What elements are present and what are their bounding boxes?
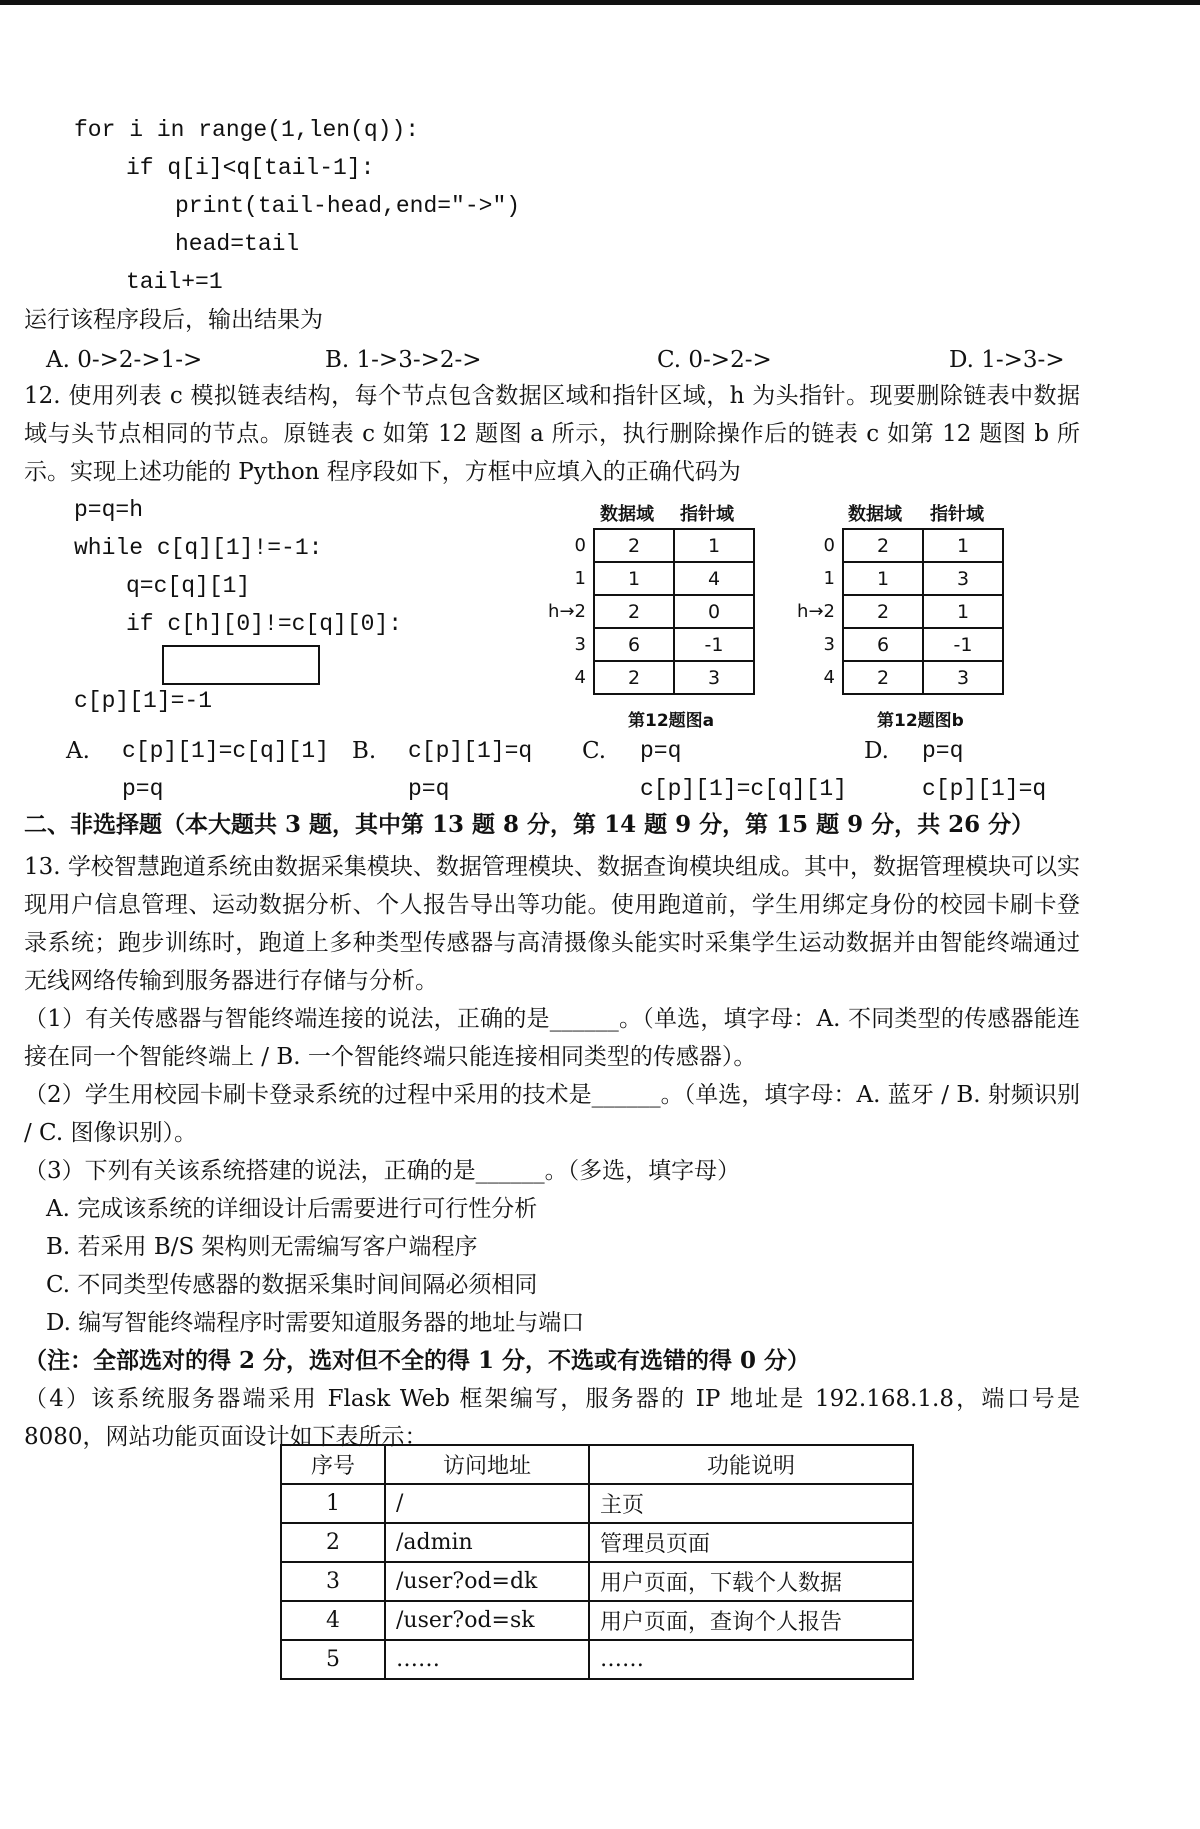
cell: 1 xyxy=(594,562,674,595)
cell: 2 xyxy=(594,661,674,694)
table-row xyxy=(281,1484,913,1523)
q12-option-c-letter: C. xyxy=(582,738,607,764)
table-cell: …… xyxy=(385,1640,589,1679)
code-line: if c[h][0]!=c[q][0]: xyxy=(126,611,403,637)
cell: 3 xyxy=(923,661,1003,694)
node-index: 0 xyxy=(823,535,835,556)
node-index: 4 xyxy=(823,667,835,688)
q13-part3-option-a: A. 完成该系统的详细设计后需要进行可行性分析 xyxy=(46,1196,538,1222)
table-cell: 用户页面，查询个人报告 xyxy=(589,1601,913,1640)
code-line: tail+=1 xyxy=(126,269,223,295)
q12-option-b-letter: B. xyxy=(352,738,377,764)
table-row xyxy=(281,1523,913,1562)
table-cell: /user?od=dk xyxy=(385,1562,589,1601)
table-header: 访问地址 xyxy=(385,1445,589,1484)
cell: 2 xyxy=(843,661,923,694)
cell: 3 xyxy=(674,661,754,694)
cell: 2 xyxy=(843,529,923,562)
q13-part3: （3）下列有关该系统搭建的说法，正确的是______。（多选，填字母） xyxy=(24,1158,741,1184)
table-cell: 4 xyxy=(281,1601,385,1640)
page-design-table xyxy=(280,1444,914,1680)
figure-caption-a: 第12题图a xyxy=(628,711,715,731)
table-cell: 主页 xyxy=(589,1484,913,1523)
table-cell: /user?od=sk xyxy=(385,1601,589,1640)
node-index: 3 xyxy=(823,634,835,655)
node-index: 1 xyxy=(823,568,835,589)
node-index: h→2 xyxy=(797,601,835,622)
node-index: 3 xyxy=(574,634,586,655)
q11-prompt: 运行该程序段后，输出结果为 xyxy=(24,307,323,333)
cell: 4 xyxy=(674,562,754,595)
scan-top-border xyxy=(0,0,1200,5)
code-line: head=tail xyxy=(175,231,300,257)
table-row xyxy=(281,1640,913,1679)
table-cell: / xyxy=(385,1484,589,1523)
table-cell: 3 xyxy=(281,1562,385,1601)
table-row xyxy=(281,1562,913,1601)
q13-part3-option-d: D. 编写智能终端程序时需要知道服务器的地址与端口 xyxy=(46,1310,585,1336)
q12-option-b-line2: p=q xyxy=(408,776,450,802)
column-header-data: 数据域 xyxy=(600,504,654,525)
cell: 3 xyxy=(923,562,1003,595)
code-line: while c[q][1]!=-1: xyxy=(74,535,323,561)
cell: 6 xyxy=(594,628,674,661)
q13-part3-option-c: C. 不同类型传感器的数据采集时间间隔必须相同 xyxy=(46,1272,538,1298)
q13-part3-option-b: B. 若采用 B/S 架构则无需编写客户端程序 xyxy=(46,1234,478,1260)
q13-part1: （1）有关传感器与智能终端连接的说法，正确的是______。（单选，填字母：A. 不同类型的传感器能连接在同一个智能终端上 / B. 一个智能终端只能连接相同类型的传感器）。 xyxy=(24,1006,1080,1070)
column-header-pointer: 指针域 xyxy=(930,504,984,525)
table-cell: 用户页面，下载个人数据 xyxy=(589,1562,913,1601)
q12-option-c-line2: c[p][1]=c[q][1] xyxy=(640,776,848,802)
cell: 6 xyxy=(843,628,923,661)
table-cell: 5 xyxy=(281,1640,385,1679)
cell: 1 xyxy=(923,529,1003,562)
q13-part2: （2）学生用校园卡刷卡登录系统的过程中采用的技术是______。（单选，填字母：A. 蓝牙 / B. 射频识别 / C. 图像识别）。 xyxy=(24,1082,1080,1146)
answer-blank-box xyxy=(162,645,320,685)
cell: 1 xyxy=(923,595,1003,628)
node-index: h→2 xyxy=(548,601,586,622)
cell: 2 xyxy=(594,595,674,628)
cell: 2 xyxy=(594,529,674,562)
q12-option-d-line2: c[p][1]=q xyxy=(922,776,1047,802)
code-line: for i in range(1,len(q)): xyxy=(74,117,420,143)
code-line: print(tail-head,end="->") xyxy=(175,193,521,219)
section-title: 二、非选择题（本大题共 3 题，其中第 13 题 8 分，第 14 题 9 分，第 15 题 9 分，共 26 分） xyxy=(24,811,1035,838)
q12-option-a-letter: A. xyxy=(66,738,90,764)
code-line: q=c[q][1] xyxy=(126,573,251,599)
cell: 0 xyxy=(674,595,754,628)
q12-option-d-letter: D. xyxy=(864,738,889,764)
table-cell: 2 xyxy=(281,1523,385,1562)
q11-option-d: D. 1->3-> xyxy=(949,347,1065,373)
table-header-row xyxy=(281,1445,913,1484)
q12-option-a-line2: p=q xyxy=(122,776,164,802)
q13-part4: （4）该系统服务器端采用 Flask Web 框架编写，服务器的 IP 地址是 192.168.1.8，端口号是 8080，网站功能页面设计如下表所示： xyxy=(24,1386,1080,1450)
table-header: 功能说明 xyxy=(589,1445,913,1484)
code-line: if q[i]<q[tail-1]: xyxy=(126,155,375,181)
table-cell: /admin xyxy=(385,1523,589,1562)
linked-list-table-b xyxy=(842,528,1004,695)
column-header-data: 数据域 xyxy=(848,504,902,525)
table-row xyxy=(281,1601,913,1640)
cell: -1 xyxy=(674,628,754,661)
scoring-note: （注：全部选对的得 2 分，选对但不全的得 1 分，不选或有选错的得 0 分） xyxy=(24,1347,811,1374)
cell: 2 xyxy=(843,595,923,628)
q13-intro: 13. 学校智慧跑道系统由数据采集模块、数据管理模块、数据查询模块组成。其中，数据管理模块可以实现用户信息管理、运动数据分析、个人报告导出等功能。使用跑道前，学生用绑定身份的校园卡刷卡登录系统；跑步训练时，跑道上多种类型传感器与高清摄像头能实时采集学生运动数据并由智能终端通过无线网络传输到服务器进行存储与分析。 xyxy=(24,854,1080,994)
figure-caption-b: 第12题图b xyxy=(877,711,964,731)
code-line: c[p][1]=-1 xyxy=(74,688,213,714)
table-cell: …… xyxy=(589,1640,913,1679)
q11-option-a: A. 0->2->1-> xyxy=(46,347,203,373)
node-index: 0 xyxy=(574,535,586,556)
node-index: 1 xyxy=(574,568,586,589)
table-cell: 1 xyxy=(281,1484,385,1523)
cell: -1 xyxy=(923,628,1003,661)
q12-question: 12. 使用列表 c 模拟链表结构，每个节点包含数据区域和指针区域，h 为头指针。现要删除链表中数据域与头节点相同的节点。原链表 c 如第 12 题图 a 所示，执行删除操作后的链表 c 如第 12 题图 b 所示。实现上述功能的 Python 程序段如下，方框中应填入的正确代码为 xyxy=(24,383,1080,485)
column-header-pointer: 指针域 xyxy=(680,504,734,525)
q12-option-d-line1: p=q xyxy=(922,738,964,764)
q11-option-c: C. 0->2-> xyxy=(657,347,772,373)
cell: 1 xyxy=(674,529,754,562)
node-index: 4 xyxy=(574,667,586,688)
table-cell: 管理员页面 xyxy=(589,1523,913,1562)
code-line: p=q=h xyxy=(74,497,144,523)
cell: 1 xyxy=(843,562,923,595)
q12-option-c-line1: p=q xyxy=(640,738,682,764)
q12-option-b-line1: c[p][1]=q xyxy=(408,738,533,764)
q11-option-b: B. 1->3->2-> xyxy=(325,347,482,373)
q12-option-a-line1: c[p][1]=c[q][1] xyxy=(122,738,330,764)
table-header: 序号 xyxy=(281,1445,385,1484)
linked-list-table-a xyxy=(593,528,755,695)
